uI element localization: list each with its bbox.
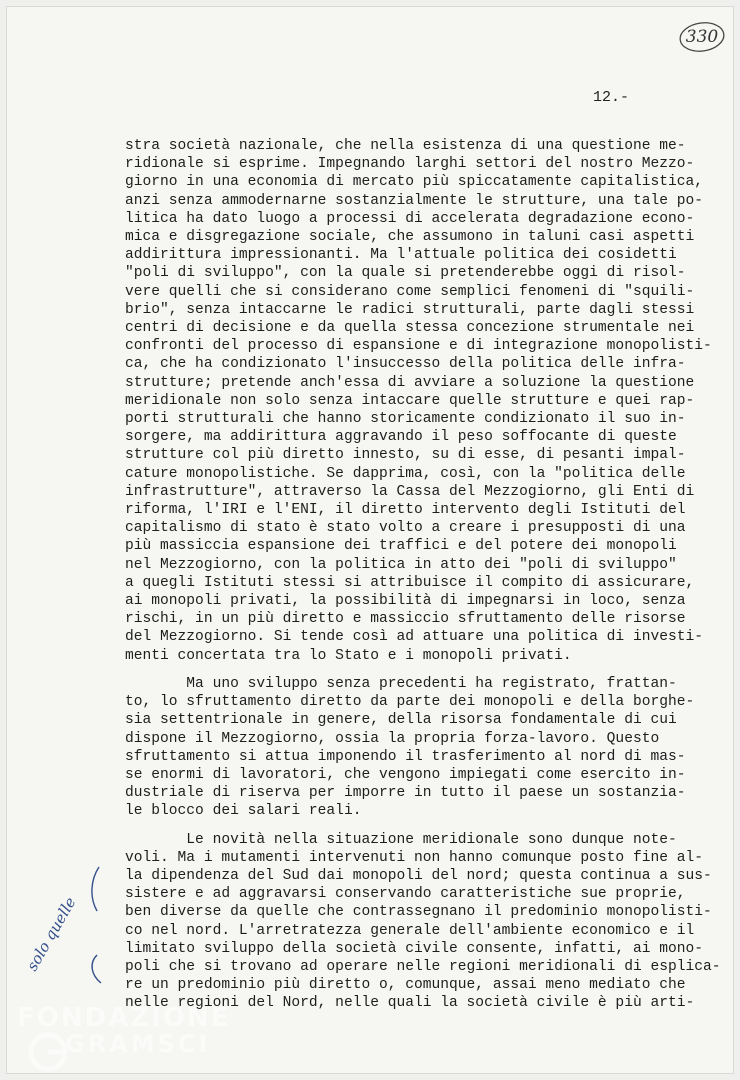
paragraph-1: [125, 137, 715, 665]
text-line: poli che si trovano ad operare nelle regioni meridionali di esplica-: [125, 958, 721, 975]
text-line: sistere e ad aggravarsi conservando caratteristiche sue proprie,: [125, 886, 686, 903]
text-line: brio", senza intaccarne le radici strutturali, parte dagli stessi: [125, 301, 695, 318]
text-line: se enormi di lavoratori, che vengono impiegati come esercito in-: [125, 766, 686, 783]
text-line: sia settentrionale in genere, della risorsa fondamentale di cui: [125, 712, 677, 729]
text-line: re un predominio più diretto o, comunque, assai meno mediato che: [125, 977, 686, 994]
text-line: Le novità nella situazione meridionale sono dunque note-: [125, 831, 677, 848]
text-line: anzi senza ammodernarne sostanzialmente le strutture, una tale po-: [125, 192, 704, 209]
text-line: nel Mezzogiorno, con la politica in atto dei "poli di sviluppo": [125, 556, 677, 573]
text-line: infrastrutture", attraverso la Cassa del Mezzogiorno, gli Enti di: [125, 483, 695, 500]
text-line: litica ha dato luogo a processi di accelerata degradazione econo-: [125, 210, 695, 227]
text-line: centri di decisione e da quella stessa concezione strumentale nei: [125, 320, 695, 337]
text-line: to, lo sfruttamento diretto da parte dei monopoli e della borghe-: [125, 694, 695, 711]
text-line: limitato sviluppo della società civile consente, infatti, ai mono-: [125, 940, 704, 957]
paragraph-3: [125, 831, 721, 1013]
text-line: stra società nazionale, che nella esistenza di una questione me-: [125, 138, 686, 154]
handwritten-margin-note: solo quelle: [23, 894, 80, 974]
text-line: mica e disgregazione sociale, che assumono in taluni casi aspetti: [125, 229, 695, 246]
text-line: vere quelli che si considerano come semplici fenomeni di "squili-: [125, 283, 695, 300]
text-line: confronti del processo di espansione e di integrazione monopolisti-: [125, 338, 712, 355]
text-line: voli. Ma i mutamenti intervenuti non hanno comunque posto fine al-: [125, 849, 704, 866]
text-line: strutture col più diretto innesto, su di esse, di pesanti impal-: [125, 447, 686, 464]
text-line: co nel nord. L'arretratezza generale dell'ambiente economico e il: [125, 922, 695, 939]
text-line: strutture; pretende anch'essa di avviare a soluzione la questione: [125, 374, 695, 391]
foundation-logo-icon: [27, 1031, 69, 1073]
archive-watermark: [17, 1005, 230, 1057]
text-line: ben diverse da quelle che contrassegnano il predominio monopolisti-: [125, 904, 712, 921]
text-line: riforma, l'IRI e l'ENI, il diretto intervento degli Istituti del: [125, 502, 686, 519]
text-line: capitalismo di stato è stato volto a creare i presupposti di una: [125, 520, 686, 537]
document-page: [6, 6, 734, 1074]
text-line: Ma uno sviluppo senza precedenti ha registrato, frattan-: [125, 675, 677, 692]
text-line: dispone il Mezzogiorno, ossia la propria forza-lavoro. Questo: [125, 730, 660, 747]
text-line: porti strutturali che hanno storicamente condizionato il suo in-: [125, 411, 686, 428]
text-line: ca, che ha condizionato l'insuccesso della politica delle infra-: [125, 356, 686, 373]
text-line: menti concertata tra lo Stato e i monopoli privati.: [125, 647, 572, 664]
text-line: cature monopolistiche. Se dapprima, così, con la "politica delle: [125, 465, 686, 482]
margin-bracket-marks-icon: [81, 859, 121, 989]
text-line: ridionale si esprime. Impegnando larghi settori del nostro Mezzo-: [125, 156, 695, 173]
text-line: sorgere, ma addirittura aggravando il peso soffocante di queste: [125, 429, 677, 446]
text-line: meridionale non solo senza intaccare quelle strutture e quei rap-: [125, 392, 695, 409]
archive-number-stamp: [677, 19, 727, 55]
text-line: nelle regioni del Nord, nelle quali la società civile è più arti-: [125, 995, 695, 1012]
text-line: addirittura impressionanti. Ma l'attuale politica dei cosidetti: [125, 247, 677, 264]
text-line: giorno in una economia di mercato più spiccatamente capitalistica,: [125, 174, 704, 191]
watermark-line-1: FONDAZIONE: [17, 1003, 231, 1033]
text-line: sfruttamento si attua imponendo il trasferimento al nord di mas-: [125, 748, 686, 765]
text-line: a quegli Istituti stessi si attribuisce il compito di assicurare,: [125, 574, 695, 591]
text-line: la dipendenza del Sud dai monopoli del nord; questa continua a sus-: [125, 867, 712, 884]
typed-text-body: [125, 137, 721, 1013]
text-line: del Mezzogiorno. Si tende così ad attuare una politica di investi-: [125, 629, 704, 646]
text-line: dustriale di riserva per imporre in tutto il paese un sostanzia-: [125, 785, 686, 802]
text-line: rischi, in un più diretto e massiccio sfruttamento delle risorse: [125, 611, 686, 628]
watermark-line-2: GRAMSCI: [65, 1030, 211, 1058]
page-number: 12.-: [593, 89, 630, 106]
text-line: "poli di sviluppo", con la quale si pretenderebbe oggi di risol-: [125, 265, 686, 282]
text-line: più massiccia espansione dei traffici e del potere dei monopoli: [125, 538, 677, 555]
text-line: le blocco dei salari reali.: [125, 803, 362, 820]
text-line: ai monopoli privati, la possibilità di impegnarsi in loco, senza: [125, 593, 686, 610]
archive-number-text: 330: [685, 27, 719, 47]
paragraph-2: [125, 675, 715, 821]
